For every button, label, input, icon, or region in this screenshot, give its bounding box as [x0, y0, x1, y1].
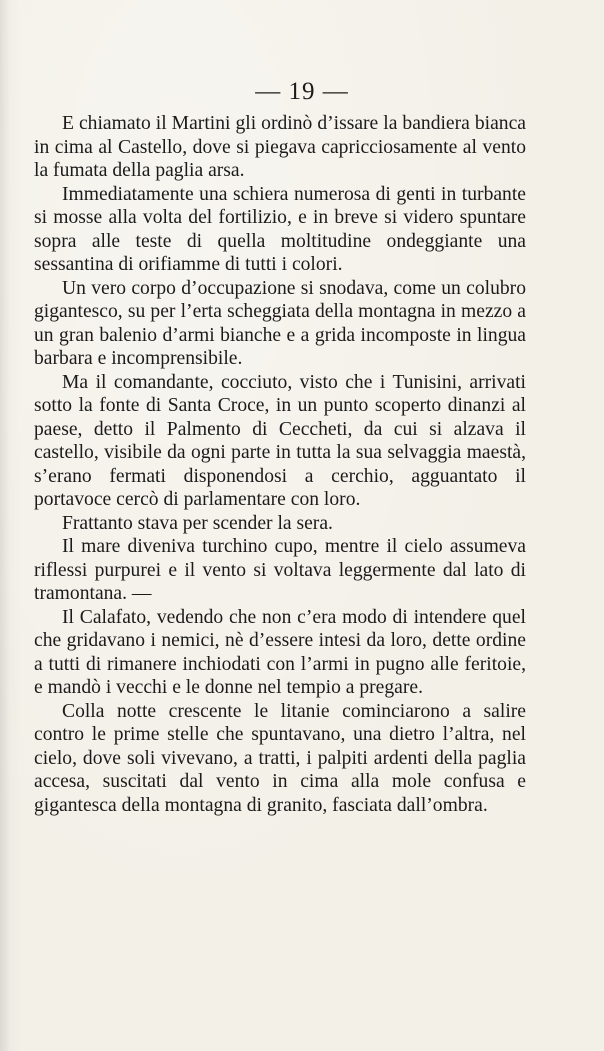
- body-text: [34, 112, 526, 817]
- page-number: — 19 —: [255, 78, 349, 105]
- paragraph-4: Ma il comandante, cocciuto, visto che i Tunisini, arrivati sotto la fonte di Santa Croce, in un punto scoperto dinanzi al paese, detto il Palmento di Ceccheti, da cui si alzava il castello, visibile da ogni parte in tutta la sua selvaggia maestà, s’erano fermati disponendosi a cerchio, agguantato il portavoce cercò di parlamentare con loro.: [34, 371, 526, 510]
- paragraph-2: Immediatamente una schiera numerosa di genti in turbante si mosse alla volta del fortilizio, e in breve si videro spuntare sopra alle teste di quella moltitudine ondeggiante una sessantina di orifiamme di tutti i colori.: [34, 183, 526, 275]
- paragraph-8: Colla notte crescente le litanie cominciarono a salire contro le prime stelle che spuntavano, una dietro l’altra, nel cielo, dove soli vivevano, a tratti, i palpiti ardenti della paglia accesa, suscitati dal vento in cima alla mole confusa e gigantesca della montagna di granito, fasciata dall’ombra.: [34, 700, 526, 816]
- paragraph-1: E chiamato il Martini gli ordinò d’issare la bandiera bianca in cima al Castello, dove si piegava capricciosamente al vento la fumata della paglia arsa.: [34, 113, 526, 181]
- paragraph-3: Un vero corpo d’occupazione si snodava, come un colubro gigantesco, su per l’erta scheggiata della montagna in mezzo a un gran balenio d’armi bianche e a grida incomposte in lingua barbara e incomprensibile.: [34, 277, 526, 369]
- paragraph-7: Il Calafato, vedendo che non c’era modo di intendere quel che gridavano i nemici, nè d’essere intesi da loro, dette ordine a tutti di rimanere inchiodati con l’armi in pugno alle feritoie, e mandò i vecchi e le donne nel tempio a pregare.: [34, 606, 526, 698]
- paragraph-6: Il mare diveniva turchino cupo, mentre il cielo assumeva riflessi purpurei e il vento si voltava leggermente dal lato di tramontana. —: [34, 536, 526, 604]
- paragraph-5: Frattanto stava per scender la sera.: [62, 512, 333, 534]
